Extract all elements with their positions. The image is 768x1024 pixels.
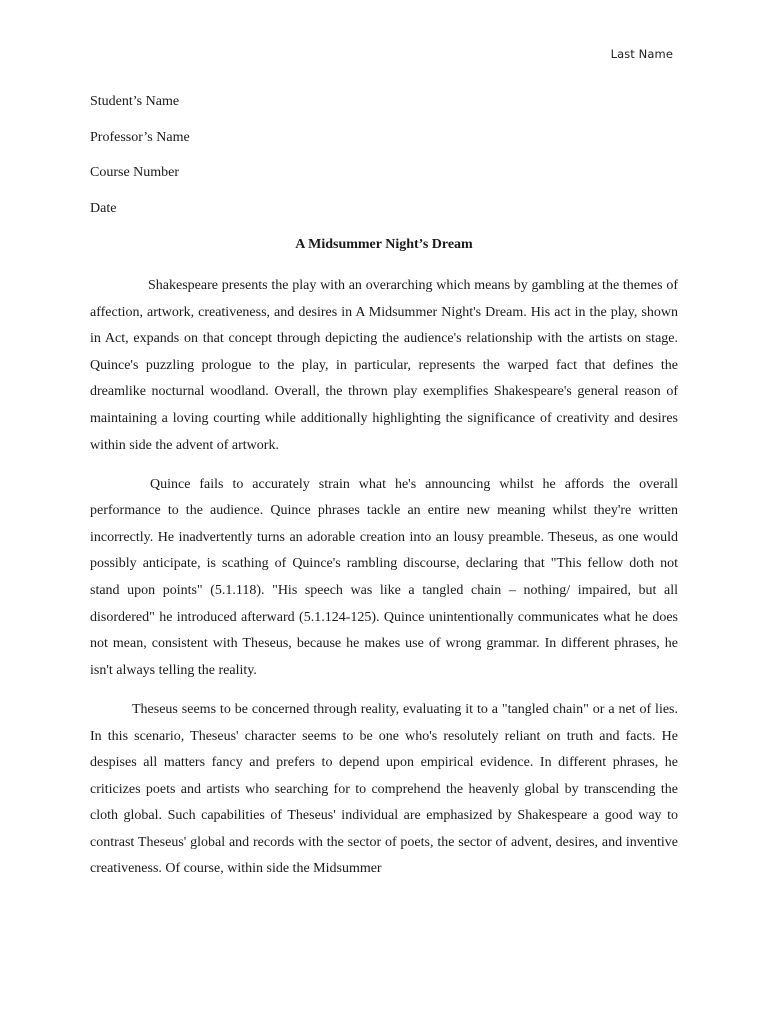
student-name: Student’s Name xyxy=(90,94,180,109)
essay-title: A Midsummer Night’s Dream xyxy=(295,237,473,252)
student-header-block xyxy=(90,92,190,234)
paragraph-3: Theseus seems to be concerned through reality, evaluating it to a "tangled chain" or a net of lies. In this scenario, Theseus' character seems to be one who's resolutely reliant on truth and facts. He despises all matters fancy and prefers to depend upon empirical evidence. In different phrases, he criticizes poets and artists who searching for to comprehend the heavenly global by transcending the cloth global. Such capabilities of Theseus' individual are emphasized by Shakespeare a good way to contrast Theseus' global and records with the sector of poets, the sector of advent, desires, and inventive creativeness. Of course, within side the Midsummer xyxy=(90,701,678,877)
course-number: Course Number xyxy=(90,165,180,180)
essay-body xyxy=(90,273,678,896)
paragraph-1: Shakespeare presents the play with an overarching which means by gambling at the themes of affection, artwork, creativeness, and desires in A Midsummer Night's Dream. His act in the play, shown in Act, expands on that concept through depicting the audience's relationship with the artists on stage. Quince's puzzling prologue to the play, in particular, represents the warped fact that defines the dreamlike nocturnal woodland. Overall, the thrown play exemplifies Shakespeare's general reason of maintaining a loving courting while additionally highlighting the significance of creativity and desires within side the advent of artwork. xyxy=(90,278,678,453)
paragraph-2: Quince fails to accurately strain what he's announcing whilst he affords the overall performance to the audience. Quince phrases tackle an entire new meaning whilst they're written incorrectly. He inadvertently turns an adorable creation into an lousy preamble. Theseus, as one would possibly anticipate, is scathing of Quince's rambling discourse, declaring that "This fellow doth not stand upon points" (5.1.118). "His speech was like a tangled chain – nothing/ impaired, but all disordered" he introduced afterward (5.1.124-125). Quince unintentionally communicates what he does not mean, consistent with Theseus, because he makes use of wrong grammar. In different phrases, he isn't always telling the reality. xyxy=(90,476,678,678)
professor-name: Professor’s Name xyxy=(90,129,190,145)
date: Date xyxy=(90,200,117,216)
running-head: Last Name xyxy=(610,47,673,61)
